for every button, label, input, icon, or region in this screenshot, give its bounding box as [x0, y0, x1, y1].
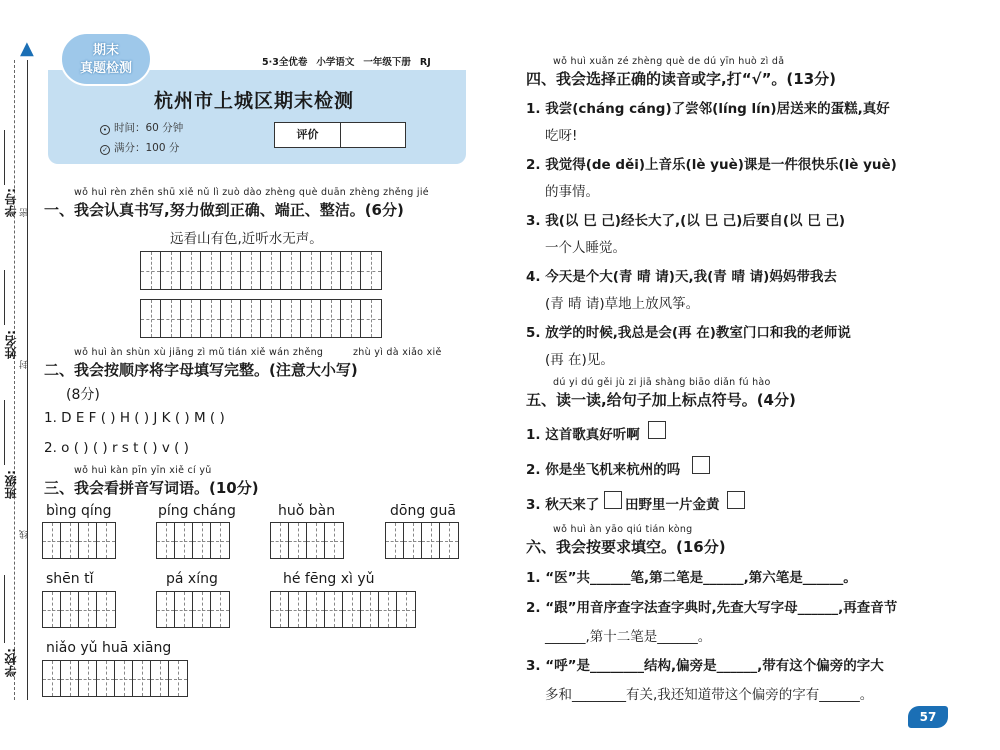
evaluation-box[interactable] [274, 122, 406, 148]
s4-heading: 四、我会选择正确的读音或字,打“√”。(13分) [526, 70, 837, 88]
score-info: ✓ 满分：100 分 [100, 140, 179, 155]
cut-mark-seal: 密 [20, 208, 30, 217]
margin-rule [27, 60, 28, 700]
cut-line [14, 60, 15, 700]
writing-grid-row-2[interactable] [140, 299, 382, 338]
s4-line-9[interactable]: 5. 放学的时候,我总是会(再 在)教室门口和我的老师说 [526, 325, 851, 341]
cut-mark-close: 封 [20, 360, 30, 369]
page-title: 杭州市上城区期末检测 [154, 90, 355, 112]
s4-line-5[interactable]: 3. 我(以 巳 己)经长大了,(以 巳 己)后要自(以 巳 己) [526, 213, 846, 229]
s4-line-7[interactable]: 4. 今天是个大(青 晴 请)天,我(青 晴 请)妈妈带我去 [526, 269, 837, 285]
s1-poem: 远看山有色,近听水无声。 [170, 231, 323, 247]
s6-q3a[interactable]: 3. “呼”是________结构,偏旁是______,带有这个偏旁的字大 [526, 658, 884, 674]
s3-pinyin: wǒ huì kàn pīn yīn xiě cí yǔ [74, 465, 212, 476]
word-pinyin-4: dōng guā [390, 503, 457, 519]
writing-grid-row-1[interactable] [140, 251, 382, 290]
s6-q1[interactable]: 1. “医”共______笔,第二笔是______,第六笔是______。 [526, 570, 857, 586]
s4-line-3[interactable]: 2. 我觉得(de děi)上音乐(lè yuè)课是一件很快乐(lè yuè) [526, 157, 897, 173]
word-grid-4[interactable] [385, 522, 459, 559]
s4-pinyin: wǒ huì xuǎn zé zhèng què de dú yīn huò zì dǎ [553, 56, 785, 67]
word-pinyin-3: huǒ bàn [278, 503, 336, 519]
class-line[interactable] [4, 400, 5, 465]
word-grid-3[interactable] [270, 522, 344, 559]
s4-line-6: 一个人睡觉。 [545, 240, 626, 256]
page-number: 57 [908, 706, 948, 728]
s6-q2a[interactable]: 2. “跟”用音序查字法查字典时,先查大写字母______,再查音节 [526, 600, 898, 616]
word-grid-2[interactable] [156, 522, 230, 559]
word-pinyin-8: niǎo yǔ huā xiāng [46, 640, 172, 656]
exam-badge: 期末 真题检测 [60, 32, 152, 86]
check-icon: ✓ [100, 145, 110, 155]
cut-mark-line: 线 [20, 530, 30, 539]
book-info: 5·3全优卷 小学语文 一年级下册 RJ [262, 57, 431, 68]
punctuation-box-3[interactable] [604, 491, 622, 509]
word-pinyin-5: shēn tǐ [46, 571, 94, 587]
s5-q3a: 3. 秋天来了 [526, 497, 600, 513]
s2-pinyin: wǒ huì àn shùn xù jiāng zì mǔ tián xiě wán zhěng [74, 347, 324, 358]
margin-label-name: 姓名: [4, 330, 18, 359]
s1-pinyin: wǒ huì rèn zhēn shū xiě nǔ lì zuò dào zhèng què duān zhèng zhěng jié [74, 187, 429, 198]
s4-line-10[interactable]: (再 在)见。 [545, 352, 614, 368]
s2-score: (8分) [66, 387, 100, 403]
rocket-icon: ▲ [20, 38, 34, 59]
s6-pinyin: wǒ huì àn yāo qiú tián kòng [553, 524, 693, 535]
school-line[interactable] [4, 575, 5, 643]
punctuation-box-2[interactable] [692, 456, 710, 474]
s2-q1[interactable]: 1. D E F ( ) H ( ) J K ( ) M ( ) [44, 410, 225, 426]
s2-heading: 二、我会按顺序将字母填写完整。(注意大小写) [44, 361, 358, 379]
punctuation-box-4[interactable] [727, 491, 745, 509]
word-grid-8[interactable] [42, 660, 188, 697]
evaluation-label: 评价 [275, 123, 341, 147]
s5-q3b: 田野里一片金黄 [625, 497, 720, 513]
word-grid-5[interactable] [42, 591, 116, 628]
margin-label-student-id: 学号: [4, 188, 18, 217]
s3-heading: 三、我会看拼音写词语。(10分) [44, 479, 259, 497]
student-id-line[interactable] [4, 130, 5, 185]
word-grid-7[interactable] [270, 591, 416, 628]
clock-icon: • [100, 125, 110, 135]
word-pinyin-6: pá xíng [166, 571, 218, 587]
word-pinyin-1: bìng qíng [46, 503, 112, 519]
s6-q2b[interactable]: ______,第十二笔是______。 [545, 629, 712, 645]
s4-line-1[interactable]: 1. 我尝(cháng cáng)了尝邻(líng lín)居送来的蛋糕,真好 [526, 101, 890, 117]
s2-q2[interactable]: 2. o ( ) ( ) r s t ( ) v ( ) [44, 440, 189, 456]
punctuation-box-1[interactable] [648, 421, 666, 439]
word-grid-1[interactable] [42, 522, 116, 559]
s6-q3b[interactable]: 多和________有关,我还知道带这个偏旁的字有______。 [545, 687, 874, 703]
word-pinyin-7: hé fēng xì yǔ [283, 571, 375, 587]
s6-heading: 六、我会按要求填空。(16分) [526, 538, 726, 556]
word-pinyin-2: píng cháng [158, 503, 236, 519]
s5-pinyin: dú yi dú gěi jù zi jiā shàng biāo diǎn fú hào [553, 377, 771, 388]
s5-q1: 1. 这首歌真好听啊 [526, 427, 640, 443]
s1-heading: 一、我会认真书写,努力做到正确、端正、整洁。(6分) [44, 201, 404, 219]
s4-line-4: 的事情。 [545, 184, 599, 200]
s5-heading: 五、读一读,给句子加上标点符号。(4分) [526, 391, 796, 409]
margin-label-school: 学校: [4, 648, 18, 677]
s5-q2: 2. 你是坐飞机来杭州的吗 [526, 462, 681, 478]
s4-line-2: 吃呀! [545, 128, 578, 144]
word-grid-6[interactable] [156, 591, 230, 628]
time-info: • 时间：60 分钟 [100, 120, 183, 135]
margin-label-class: 班级: [4, 470, 18, 499]
s2-pinyin-2: zhù yì dà xiǎo xiě [353, 347, 442, 358]
name-line[interactable] [4, 270, 5, 325]
s4-line-8[interactable]: (青 晴 请)草地上放风筝。 [545, 296, 700, 312]
